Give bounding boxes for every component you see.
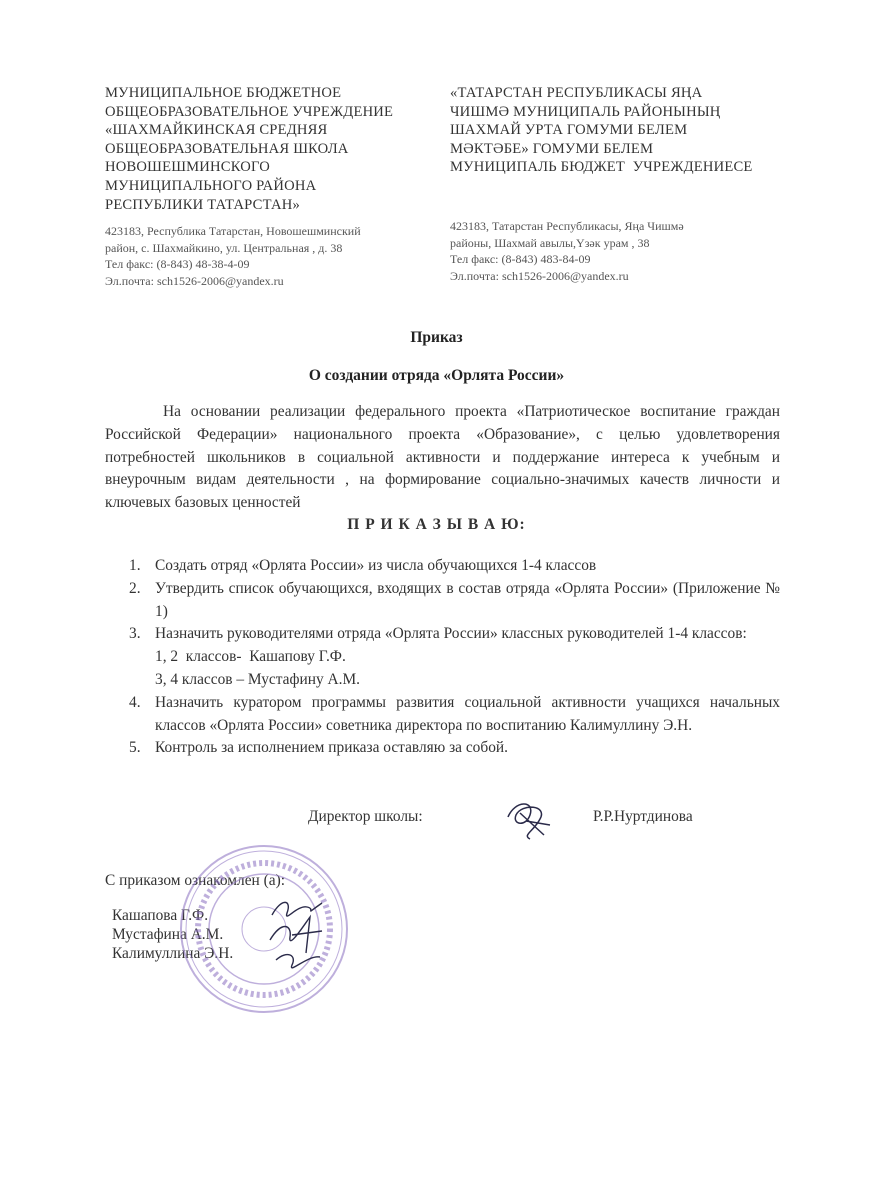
address-line: Эл.почта: sch1526-2006@yandex.ru: [450, 268, 629, 283]
header-line: НОВОШЕШМИНСКОГО: [105, 159, 271, 176]
school-name-russian: [105, 84, 393, 214]
acquainted-signatures: [262, 895, 332, 980]
order-item: [105, 623, 780, 691]
header-line: ЧИШМӘ МУНИЦИПАЛЬ РАЙОНЫНЫҢ: [450, 103, 721, 120]
acquainted-label: С приказом ознакомлен (а):: [105, 872, 285, 889]
item-number: 1.: [129, 557, 141, 574]
document-title: О создании отряда «Орлята России»: [308, 367, 565, 384]
school-address-tatar: [450, 218, 684, 284]
order-items: [105, 555, 780, 760]
header-line: МУНИЦИПАЛЬНОГО РАЙОНА: [105, 177, 317, 194]
acquainted-name: Кашапова Г.Ф.: [112, 907, 209, 924]
header-line: МУНИЦИПАЛЬ БЮДЖЕТ УЧРЕЖДЕНИЕСЕ: [450, 159, 753, 176]
header-line: «ШАХМАЙКИНСКАЯ СРЕДНЯЯ: [105, 122, 328, 139]
header-line: МӘКТӘБЕ» ГОМУМИ БЕЛЕМ: [450, 140, 654, 157]
header-line: МУНИЦИПАЛЬНОЕ БЮДЖЕТНОЕ: [105, 85, 342, 101]
order-item: [105, 737, 780, 760]
item-text: Создать отряд «Орлята России» из числа обучающихся 1-4 классов: [155, 557, 597, 574]
item-number: 5.: [129, 739, 141, 757]
item-number: 3.: [129, 625, 141, 643]
order-item: [105, 578, 780, 624]
order-word: П Р И К А З Ы В А Ю:: [347, 516, 526, 533]
school-name-tatar: [450, 84, 753, 177]
sub-item: 1, 2 классов- Кашапову Г.Ф.: [155, 648, 346, 666]
address-line: Эл.почта: sch1526-2006@yandex.ru: [105, 273, 284, 288]
address-line: районы, Шахмай авылы,Үзәк урам , 38: [450, 235, 650, 250]
item-text: Назначить руководителями отряда «Орлята России» классных руководителей 1-4 классов:: [155, 625, 747, 643]
order-item: [105, 692, 780, 738]
preamble: На основании реализации федерального проекта «Патриотическое воспитание граждан Российской Федерации» национального проекта «Образование», с целью удовлетворения потребностей школьников в социальной активности и поддержание интереса к учебным и внеурочным видам деятельности , на формирование социально-значимых качеств личности и ключевых базовых ценностей: [105, 403, 780, 512]
header-line: ОБЩЕОБРАЗОВАТЕЛЬНОЕ УЧРЕЖДЕНИЕ: [105, 103, 394, 120]
item-number: 4.: [129, 693, 141, 711]
director-role: Директор школы:: [308, 808, 423, 825]
acquainted-name: Калимуллина Э.Н.: [112, 945, 234, 962]
header-line: РЕСПУБЛИКИ ТАТАРСТАН»: [105, 196, 300, 213]
item-text: Назначить куратором программы развития социальной активности учащихся начальных классов «Орлята России» советника директора по воспитанию Калимуллину Э.Н.: [155, 693, 780, 734]
item-text: Контроль за исполнением приказа оставляю за собой.: [155, 739, 508, 757]
address-line: 423183, Республика Татарстан, Новошешминский: [105, 224, 361, 238]
address-line: Тел факс: (8-843) 48-38-4-09: [105, 257, 250, 271]
acquainted-name: Мустафина А.М.: [112, 926, 224, 943]
address-line: 423183, Татарстан Республикасы, Яңа Чишмә: [450, 219, 684, 233]
director-name: Р.Р.Нуртдинова: [593, 808, 693, 825]
address-line: Тел факс: (8-843) 483-84-09: [450, 252, 591, 266]
item-text: Утвердить список обучающихся, входящих в состав отряда «Орлята России» (Приложение № 1): [155, 579, 780, 620]
sub-item: 3, 4 классов – Мустафину А.М.: [155, 670, 360, 688]
header-line: «ТАТАРСТАН РЕСПУБЛИКАСЫ ЯҢА: [450, 85, 703, 101]
item-number: 2.: [129, 579, 141, 597]
address-line: район, с. Шахмайкино, ул. Центральная , д. 38: [105, 240, 343, 255]
header-line: ОБЩЕОБРАЗОВАТЕЛЬНАЯ ШКОЛА: [105, 140, 349, 157]
header-line: ШАХМАЙ УРТА ГОМУМИ БЕЛЕМ: [450, 122, 688, 139]
order-item: [105, 555, 780, 578]
document-type: Приказ: [410, 329, 463, 346]
director-signature: [500, 795, 560, 843]
school-address-russian: [105, 223, 361, 289]
